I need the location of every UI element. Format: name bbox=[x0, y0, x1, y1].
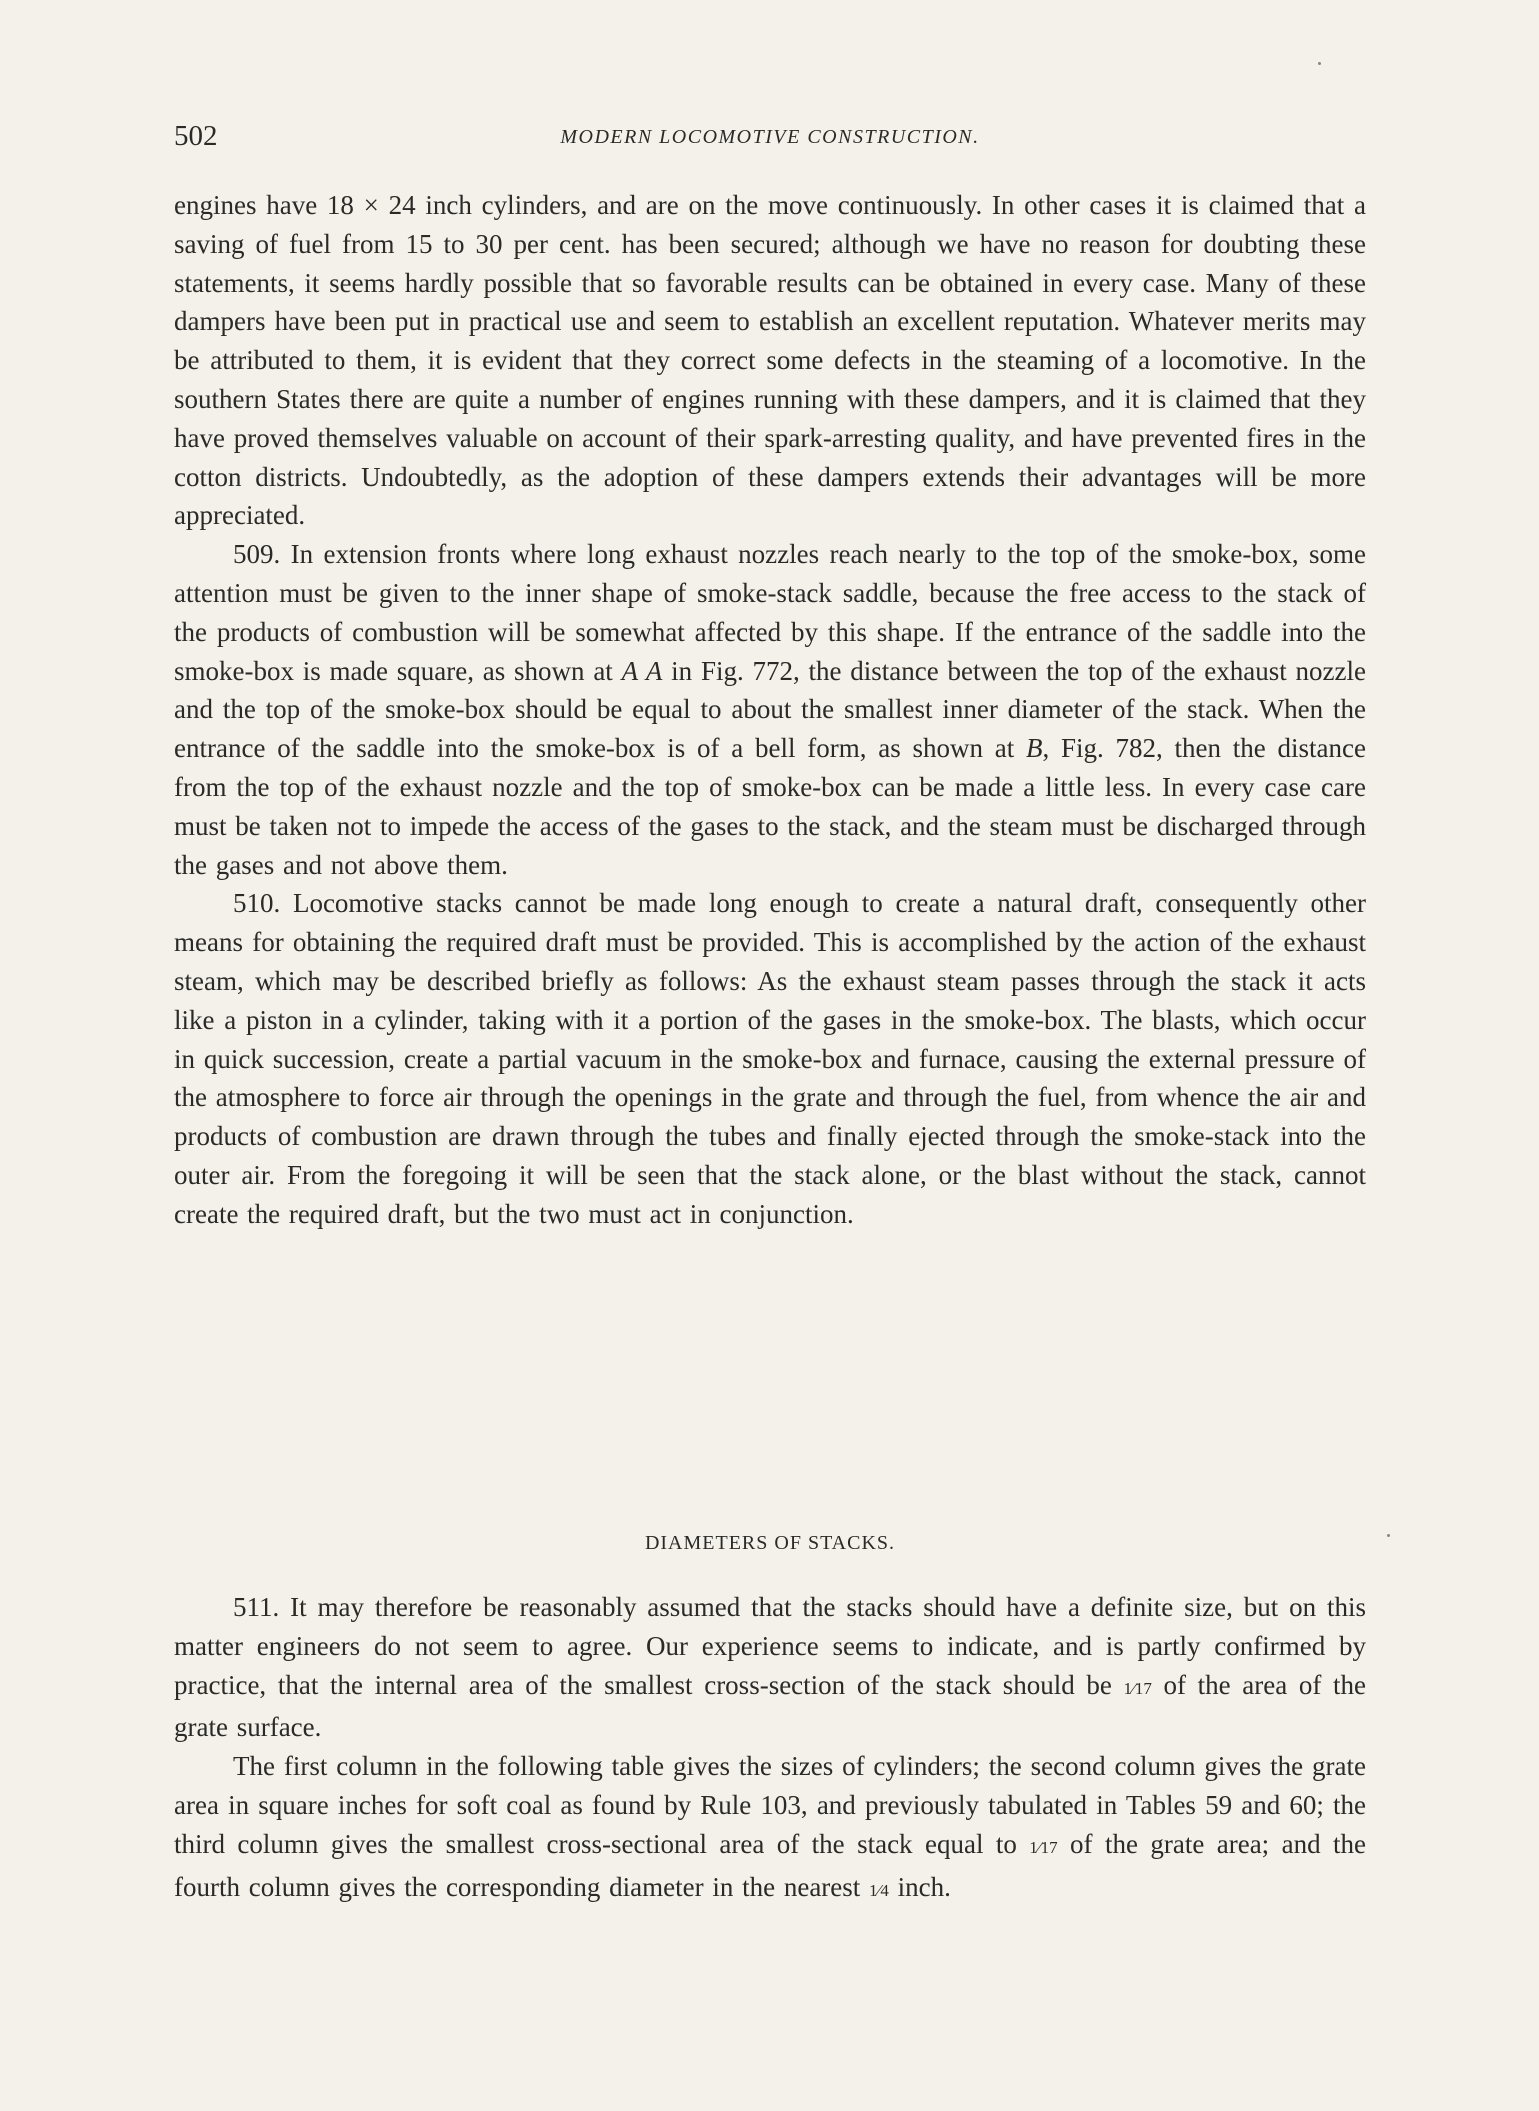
paragraph-text: 511. It may therefore be reasonably assumed that the stacks should have a definite size, but on this matter engineers do not seem to agree. Our experience seems to indicate, and is partly confirmed by practice, that the internal area of the smallest cross-section of the stack should be bbox=[174, 1592, 1366, 1700]
running-title: MODERN LOCOMOTIVE CONSTRUCTION. bbox=[560, 126, 980, 148]
paragraph-text: 509. In extension fronts where long exhaust nozzles reach nearly to the top of the smoke-box, some attention must be given to the inner shape of smoke-stack saddle, because the free access to the stack of the products of combustion will be somewhat affected by this shape. If the entrance of the saddle into the smoke-box is made square, as shown at bbox=[174, 539, 1366, 686]
paragraph-509 bbox=[174, 535, 1366, 884]
paragraph-text: of the area of the grate surface. bbox=[174, 1669, 1366, 1743]
paragraph-text: of the grate area; and the fourth column gives the corresponding diameter in the nearest bbox=[174, 1828, 1366, 1902]
paper-speck bbox=[1387, 1534, 1390, 1537]
paragraph-table-intro bbox=[174, 1747, 1366, 1910]
fraction: 1⁄17 bbox=[1123, 1678, 1152, 1698]
paragraph-text: The first column in the following table gives the sizes of cylinders; the second column gives the grate area in square inches for soft coal as found by Rule 103, and previously tabulated in Tables 59 and 60; the third column gives the smallest cross-sectional area of the stack equal to bbox=[174, 1751, 1366, 1859]
paragraph-text: , Fig. 782, then the distance from the top of the exhaust nozzle and the top of smoke-box can be made a little less. In every case care must be taken not to impede the access of the gases to the stack, and the steam must be discharged through the gases and not above them. bbox=[174, 733, 1366, 880]
figure-reference: B bbox=[1025, 733, 1043, 764]
fraction: 1⁄4 bbox=[869, 1880, 889, 1900]
paragraph-text: in Fig. 772, the distance between the top of the exhaust nozzle and the top of the smoke-box should be equal to about the smallest inner diameter of the stack. When the entrance of the saddle into the smoke-box is of a bell form, as shown at bbox=[174, 655, 1367, 764]
section-heading: DIAMETERS OF STACKS. bbox=[644, 1532, 896, 1554]
paragraph-510 bbox=[174, 884, 1366, 1233]
figure-reference: A A bbox=[621, 655, 663, 686]
page-number: 502 bbox=[174, 120, 218, 152]
paragraph-continuation bbox=[174, 186, 1366, 535]
paragraph-text: 510. Locomotive stacks cannot be made long enough to create a natural draft, consequently other means for obtaining the required draft must be provided. This is accomplished by the action of the exhaust steam, which may be described briefly as follows: As the exhaust steam passes through the stack it acts like a piston in a cylinder, taking with it a portion of the gases in the smoke-box. The blasts, which occur in quick succession, create a partial vacuum in the smoke-box and furnace, causing the external pressure of the atmosphere to force air through the openings in the grate and through the fuel, from whence the air and products of combustion are drawn through the tubes and finally ejected through the smoke-stack into the outer air. From the foregoing it will be seen that the stack alone, or the blast without the stack, cannot create the required draft, but the two must act in conjunction. bbox=[174, 888, 1366, 1229]
body-text bbox=[174, 186, 1366, 1234]
paragraph-text: engines have 18 × 24 inch cylinders, and are on the move continuously. In other cases it is claimed that a saving of fuel from 15 to 30 per cent. has been secured; although we have no reason for doubting these statements, it seems hardly possible that so favorable results can be obtained in every case. Many of these dampers have been put in practical use and seem to establish an excellent reputation. Whatever merits may be attributed to them, it is evident that they correct some defects in the steaming of a locomotive. In the southern States there are quite a number of engines running with these dampers, and it is claimed that they have proved themselves valuable on account of their spark-arresting quality, and have prevented fires in the cotton districts. Undoubtedly, as the adoption of these dampers extends their advantages will be more appreciated. bbox=[174, 190, 1366, 531]
section-body-text bbox=[174, 1588, 1366, 1910]
paper-speck bbox=[1318, 62, 1321, 65]
paragraph-text: inch. bbox=[888, 1871, 951, 1902]
page-header bbox=[174, 120, 1366, 164]
fraction: 1⁄17 bbox=[1029, 1837, 1058, 1857]
paragraph-511 bbox=[174, 1588, 1366, 1747]
